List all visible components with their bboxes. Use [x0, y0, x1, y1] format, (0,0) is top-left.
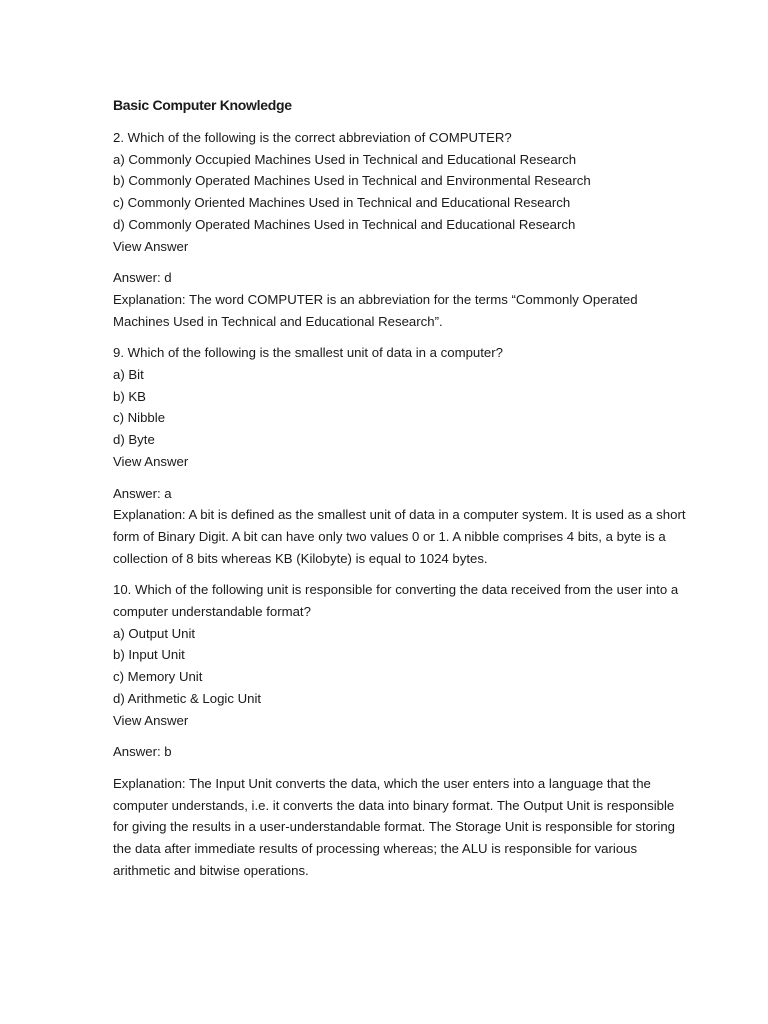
question-text: 10. Which of the following unit is responsible for converting the data received from the user into a computer understandable format?	[113, 582, 679, 620]
question-block-1	[113, 127, 693, 332]
option-c: c) Memory Unit	[113, 669, 203, 685]
question-block-2	[113, 342, 693, 569]
option-c: c) Nibble	[113, 410, 166, 426]
option-d: d) Byte	[113, 432, 155, 448]
option-a: a) Commonly Occupied Machines Used in Technical and Educational Research	[113, 151, 577, 167]
view-answer-link[interactable]: View Answer	[113, 712, 189, 728]
explanation-text: Explanation: The word COMPUTER is an abbreviation for the terms “Commonly Operated Machines Used in Technical and Educational Research”.	[113, 291, 638, 329]
answer-text: Answer: a	[113, 485, 172, 501]
option-d: d) Arithmetic & Logic Unit	[113, 690, 262, 706]
document-page	[113, 94, 693, 892]
explanation-text: Explanation: The Input Unit converts the data, which the user enters into a language that the computer understands, i.e. it converts the data into binary format. The Output Unit is responsible for giving the results in a user-understandable format. The Storage Unit is responsible for storing the data after immediate results of processing whereas; the ALU is responsible for various arithmetic and bitwise operations.	[113, 775, 675, 878]
question-text: 2. Which of the following is the correct abbreviation of COMPUTER?	[113, 130, 512, 145]
option-b: b) Commonly Operated Machines Used in Technical and Environmental Research	[113, 173, 591, 189]
option-b: b) KB	[113, 388, 146, 404]
option-d: d) Commonly Operated Machines Used in Technical and Educational Research	[113, 216, 576, 232]
view-answer-link[interactable]: View Answer	[113, 238, 189, 254]
option-a: a) Bit	[113, 367, 144, 383]
page-title: Basic Computer Knowledge	[113, 97, 292, 113]
answer-text: Answer: d	[113, 270, 172, 286]
option-b: b) Input Unit	[113, 647, 185, 663]
answer-text: Answer: b	[113, 744, 172, 760]
view-answer-link[interactable]: View Answer	[113, 453, 189, 469]
question-block-3	[113, 579, 693, 881]
question-text: 9. Which of the following is the smallest unit of data in a computer?	[113, 345, 503, 361]
option-c: c) Commonly Oriented Machines Used in Technical and Educational Research	[113, 195, 571, 211]
option-a: a) Output Unit	[113, 625, 196, 641]
explanation-text: Explanation: A bit is defined as the smallest unit of data in a computer system. It is used as a short form of Binary Digit. A bit can have only two values 0 or 1. A nibble comprises 4 bits, a byte is a collection of 8 bits whereas KB (Kilobyte) is equal to 1024 bytes.	[113, 507, 686, 566]
